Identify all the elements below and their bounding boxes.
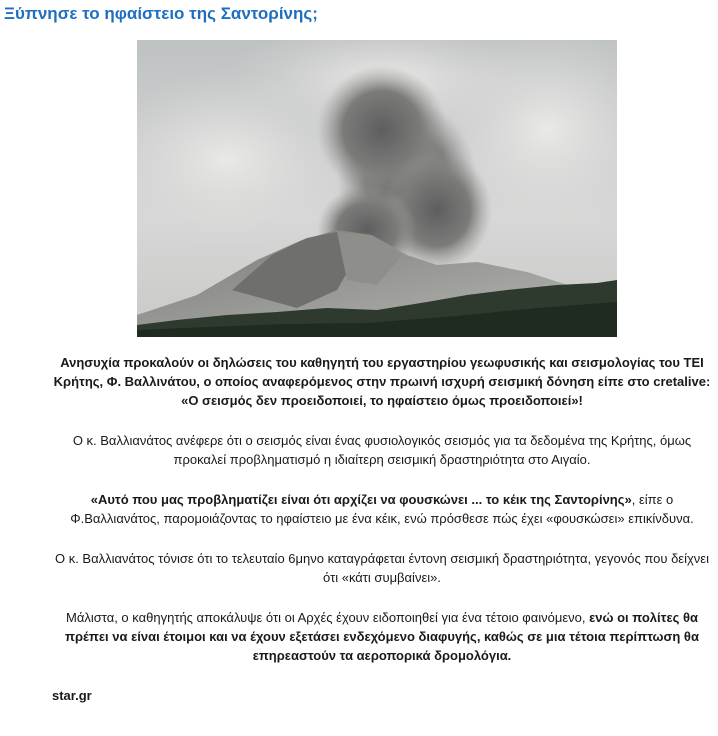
paragraph-2: Ο κ. Βαλλιανάτος ανέφερε ότι ο σεισμός είναι ένας φυσιολογικός σεισμός για τα δεδομένα της Κρήτης, όμως προκαλεί προβληματισμό η ιδιαίτερη σεισμική δραστηριότητα στο Αιγαίο. (72, 433, 692, 467)
article-title[interactable]: Ξύπνησε το ηφαίστειο της Σαντορίνης; (4, 4, 318, 23)
quote-text: «Αυτό που μας προβληματίζει είναι ότι αρχίζει να φουσκώνει ... το κέικ της Σαντορίνης» (90, 492, 632, 507)
paragraph-3-rest: , είπε ο Φ.Βαλλιανάτος, παρομοιάζοντας το ηφαίστειο με ένα κέικ, ενώ πρόσθεσε πώς έχει «φουσκώσει» επικίνδυνα. (70, 492, 694, 526)
paragraph-5-start: Μάλιστα, ο καθηγητής αποκάλυψε ότι οι Αρχές έχουν ειδοποιηθεί για ένα τέτοιο φαινόμενο, (65, 610, 590, 625)
paragraph-4: Ο κ. Βαλλιανάτος τόνισε ότι το τελευταίο 6μηνο καταγράφεται έντονη σεισμική δραστηριότητα, γεγονός που δείχνει ότι «κάτι συμβαίνει». (54, 551, 709, 585)
paragraph-5 (52, 608, 712, 665)
paragraph-3 (52, 490, 712, 528)
paragraph-5-bold: ενώ οι πολίτες θα πρέπει να είναι έτοιμοι και να έχουν εξετάσει ενδεχόμενο διαφυγής, καθώς σε μια τέτοια περίπτωση θα επηρεαστούν τα αεροπορικά δρομολόγια. (65, 610, 699, 663)
volcano-photo (137, 40, 617, 337)
source-credit: star.gr (52, 688, 92, 703)
lead-paragraph: Ανησυχία προκαλούν οι δηλώσεις του καθηγητή του εργαστηρίου γεωφυσικής και σεισμολογίας του ΤΕΙ Κρήτης, Φ. Βαλλινάτου, ο οποίος αναφερόμενος στην πρωινή ισχυρή σεισμική δόνηση είπε στο cretalive: «Ο σεισμός δεν προειδοποιεί, το ηφαίστειο όμως προειδοποιεί»! (53, 355, 711, 408)
article-body (52, 353, 712, 705)
